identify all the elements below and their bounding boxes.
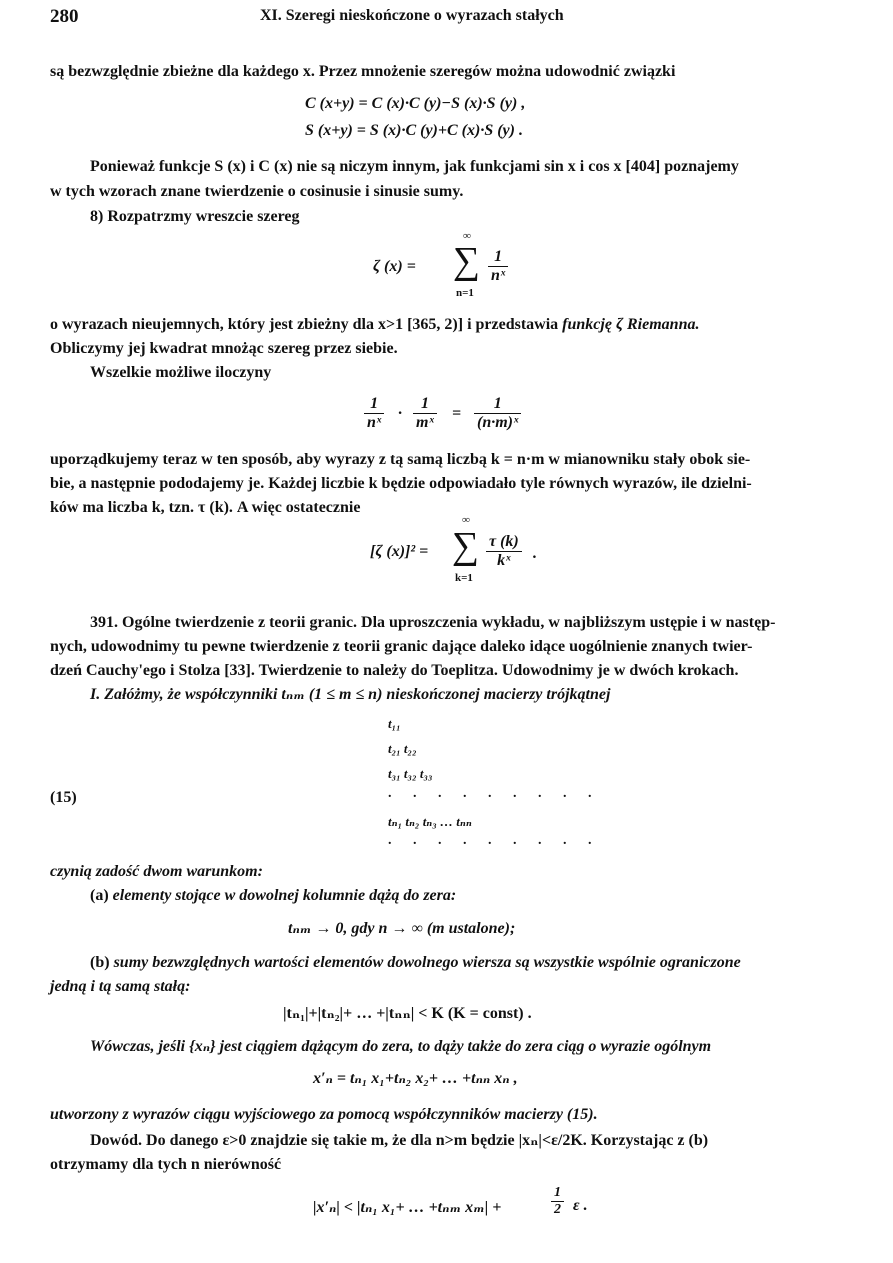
multiply-dot: · — [398, 405, 402, 422]
sum-lower-limit: k=1 — [455, 572, 473, 584]
text-line: Wszelkie możliwe iloczyny — [90, 364, 272, 381]
fraction-denominator: nˣ — [367, 414, 382, 431]
text-line: są bezwzględnie zbieżne dla każdego x. Przez mnożenie szeregów można udowodnić związki — [50, 63, 676, 80]
matrix-row: t₁₁ — [388, 716, 401, 731]
text-line: Obliczymy jej kwadrat mnożąc szereg przez siebie. — [50, 340, 398, 357]
text-line: otrzymamy dla tych n nierówność — [50, 1156, 282, 1173]
transformed-sequence-formula: x′ₙ = tₙ₁ x₁+tₙ₂ x₂+ … +tₙₙ xₙ , — [313, 1070, 518, 1087]
zeta-lhs: ζ (x) = — [373, 258, 416, 275]
fraction-numerator: 1 — [488, 248, 508, 267]
zeta-fraction — [488, 248, 508, 285]
equation-number: (15) — [50, 789, 77, 806]
sigma-icon: ∑ — [453, 240, 481, 282]
fraction — [364, 395, 384, 432]
text-line — [90, 953, 741, 973]
text-line: Dowód. Do danego ε>0 znajdzie się takie m, że dla n>m będzie |xₙ|<ε/2K. Korzystając z (b) — [90, 1132, 709, 1149]
text-line: jedną i tą samą stałą: — [50, 978, 191, 995]
text-part: Dla uproszczenia wykładu, w najbliższym ustępie i w następ- — [361, 614, 776, 631]
text-line: Wówczas, jeśli {xₙ} jest ciągiem dążącym do zera, to dąży także do zera ciąg o wyrazie ogólnym — [90, 1038, 712, 1055]
equation-cos-sum: C (x+y) = C (x)·C (y)−S (x)·S (y) , — [305, 95, 526, 112]
fraction-numerator: 1 — [551, 1185, 564, 1202]
text-line: bie, a następnie pododajemy je. Każdej liczbie k będzie odpowiadało tyle równych wyrazów, ile dzielni- — [50, 475, 752, 492]
running-header — [50, 6, 850, 30]
text-line: czynią zadość dwom warunkom: — [50, 863, 263, 880]
zeta-squared-lhs: [ζ (x)]² = — [370, 543, 429, 560]
text-line: Ponieważ funkcje S (x) i C (x) nie są niczym innym, jak funkcjami sin x i cos x [404] poznajemy — [90, 158, 739, 175]
section-heading-line — [90, 613, 775, 633]
period: . — [533, 545, 537, 562]
chapter-title: XI. Szeregi nieskończone o wyrazach stałych — [260, 7, 564, 24]
fraction-numerator: τ (k) — [486, 533, 522, 552]
equals-sign: = — [452, 405, 462, 422]
emphasis-text: sumy bezwzględnych wartości elementów dowolnego wiersza są wszystkie wspólnie ograniczone — [113, 954, 741, 971]
matrix-dots: . . . . . . . . . — [388, 786, 601, 801]
half-fraction — [551, 1185, 564, 1218]
fraction-denominator: 2 — [554, 1202, 561, 1217]
matrix-row: tₙ₁ tₙ₂ tₙ₃ … tₙₙ — [388, 814, 472, 829]
sigma-icon: ∑ — [452, 525, 480, 567]
text-line: dzeń Cauchy'ego i Stolza [33]. Twierdzenie to należy do Toeplitza. Udowodnimy je w dwóch krokach. — [50, 662, 739, 679]
fraction-numerator: 1 — [364, 395, 384, 414]
condition-b-formula: |tₙ₁|+|tₙ₂|+ … +|tₙₙ| < K (K = const) . — [283, 1005, 532, 1022]
text-line: nych, udowodnimy tu pewne twierdzenie z teorii granic dające daleko idące uogólnienie znanych twier- — [50, 638, 753, 655]
fraction — [474, 395, 521, 432]
condition-label: (a) — [90, 887, 109, 904]
fraction-denominator: (n·m)ˣ — [477, 414, 519, 431]
text-line: ków ma liczba k, tzn. τ (k). A więc ostatecznie — [50, 499, 361, 516]
fraction-denominator: kˣ — [497, 552, 511, 569]
text-line — [90, 886, 456, 906]
equation-sin-sum: S (x+y) = S (x)·C (y)+C (x)·S (y) . — [305, 122, 523, 139]
condition-a-formula: tₙₘ → 0, gdy n → ∞ (m ustalone); — [288, 920, 516, 937]
text-line — [50, 315, 699, 335]
condition-label: (b) — [90, 954, 110, 971]
matrix-row: t₂₁ t₂₂ — [388, 741, 417, 756]
text-line: w tych wzorach znane twierdzenie o cosinusie i sinusie sumy. — [50, 183, 464, 200]
text-part: o wyrazach nieujemnych, który jest zbieżny dla x>1 [365, 2)] i przedstawia — [50, 316, 559, 333]
fraction-denominator: nˣ — [491, 267, 506, 284]
sum-upper-limit: ∞ — [463, 230, 471, 242]
section-heading: 391. Ogólne twierdzenie z teorii granic. — [90, 614, 358, 631]
fraction-numerator: 1 — [474, 395, 521, 414]
matrix-row: t₃₁ t₃₂ t₃₃ — [388, 766, 433, 781]
sum-lower-limit: n=1 — [456, 287, 474, 299]
text-line: I. Załóżmy, że współczynniki tₙₘ (1 ≤ m ≤ n) nieskończonej macierzy trójkątnej — [90, 686, 611, 703]
inequality-lhs: |x′ₙ| < |tₙ₁ x₁+ … +tₙₘ xₘ| + — [313, 1199, 502, 1216]
text-line: 8) Rozpatrzmy wreszcie szereg — [90, 208, 300, 225]
fraction-denominator: mˣ — [416, 414, 434, 431]
emphasis-text: elementy stojące w dowolnej kolumnie dążą do zera: — [112, 887, 457, 904]
page-number: 280 — [50, 6, 79, 27]
fraction — [413, 395, 437, 432]
sum-upper-limit: ∞ — [462, 514, 470, 526]
text-line: uporządkujemy teraz w ten sposób, aby wyrazy z tą samą liczbą k = n·m w mianowniku stały obok sie- — [50, 451, 751, 468]
emphasis-text: funkcję ζ Riemanna. — [562, 316, 700, 333]
tau-fraction — [486, 533, 522, 570]
matrix-dots: . . . . . . . . . — [388, 833, 601, 848]
epsilon-term: ε . — [573, 1197, 588, 1214]
fraction-numerator: 1 — [413, 395, 437, 414]
text-line: utworzony z wyrazów ciągu wyjściowego za pomocą współczynników macierzy (15). — [50, 1106, 598, 1123]
